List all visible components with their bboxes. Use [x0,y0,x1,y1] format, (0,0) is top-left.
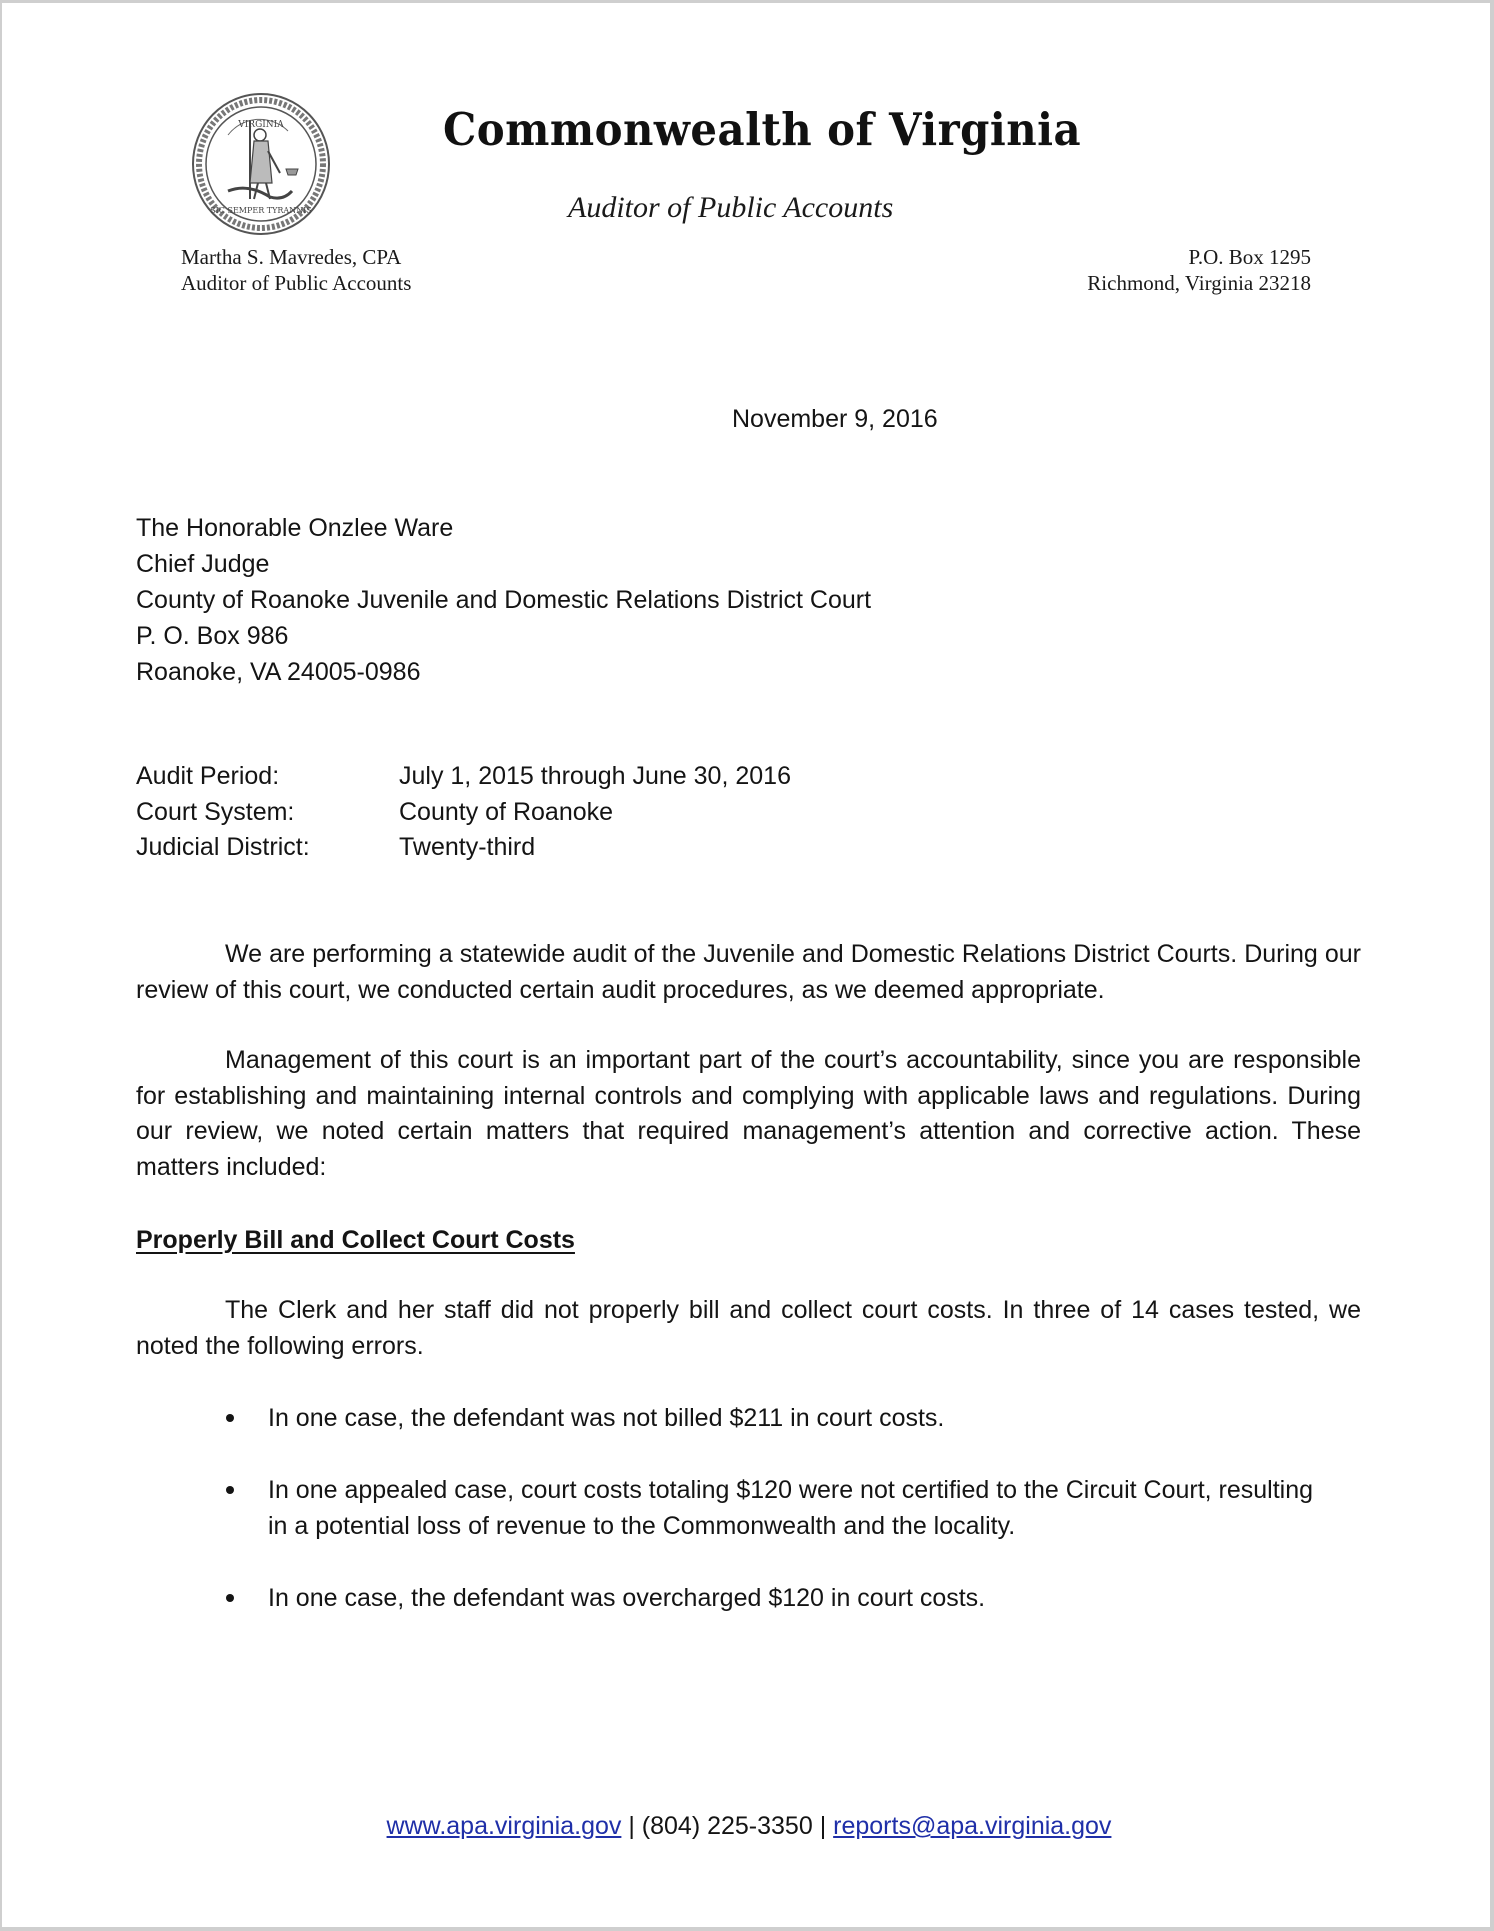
email-link[interactable]: reports@apa.virginia.gov [833,1812,1112,1840]
bullet-item [222,1580,1322,1616]
letterhead-title: Commonwealth of Virginia [443,103,1082,156]
audit-period-row [136,759,791,795]
auditor-name-block [181,244,411,296]
svg-text:VIRGINIA: VIRGINIA [238,120,284,130]
recipient-po-box: P. O. Box 986 [136,622,289,650]
intro-paragraph [136,937,1361,1008]
footer-separator: | [812,1812,834,1840]
bullet-item [222,1472,1322,1544]
audit-info-block [136,759,791,866]
bullet-text: In one case, the defendant was not billed $211 in court costs. [268,1404,945,1432]
management-paragraph [136,1043,1361,1185]
recipient-court: County of Roanoke Juvenile and Domestic Relations District Court [136,586,872,614]
letterhead-subtitle: Auditor of Public Accounts [568,191,894,224]
svg-text:SIC SEMPER TYRANNIS: SIC SEMPER TYRANNIS [210,206,312,215]
website-link[interactable]: www.apa.virginia.gov [386,1812,622,1840]
finding-intro-paragraph [136,1293,1361,1364]
letter-date: November 9, 2016 [732,405,938,433]
recipient-address [136,510,871,690]
judicial-district-row [136,830,791,866]
management-paragraph-text: Management of this court is an important part of the court’s accountability, since you are responsible for establishing and maintaining internal controls and complying with applicable laws and regulations. During our review, we noted certain matters that required management’s attention and corrective action. These matters included: [136,1046,1361,1181]
auditor-title: Auditor of Public Accounts [181,271,412,295]
finding-intro-text: The Clerk and her staff did not properly bill and collect court costs. In three of 14 cases tested, we noted the following errors. [136,1296,1361,1360]
office-po-box: P.O. Box 1295 [1188,245,1311,269]
judicial-district-value: Twenty-third [399,833,536,861]
bullet-text: In one case, the defendant was overcharged $120 in court costs. [268,1584,986,1612]
footer-separator: | [621,1812,642,1840]
bullet-icon [226,1414,234,1422]
intro-paragraph-text: We are performing a statewide audit of the Juvenile and Domestic Relations District Courts. During our review of this court, we conducted certain audit procedures, as we deemed appropriate. [136,940,1361,1004]
bullet-text: In one appealed case, court costs totaling $120 were not certified to the Circuit Court, resulting in a potential loss of revenue to the Commonwealth and the locality. [268,1476,1314,1540]
court-system-row [136,795,791,831]
judicial-district-label: Judicial District: [136,833,310,861]
recipient-title: Chief Judge [136,550,270,578]
footer-phone: (804) 225-3350 [641,1812,813,1840]
bullet-icon [226,1486,234,1494]
court-system-label: Court System: [136,797,295,826]
auditor-name: Martha S. Mavredes, CPA [181,245,402,269]
audit-period-label: Audit Period: [136,762,280,790]
bullet-icon [226,1594,234,1602]
office-address-block [1087,244,1311,296]
finding-bullet-list [222,1400,1322,1652]
bullet-item [222,1400,1322,1436]
office-city: Richmond, Virginia 23218 [1087,271,1311,295]
audit-period-value: July 1, 2015 through June 30, 2016 [399,762,791,790]
virginia-state-seal-icon [188,91,334,237]
recipient-city: Roanoke, VA 24005-0986 [136,658,421,686]
footer-contact [2,1808,1494,1844]
finding-heading: Properly Bill and Collect Court Costs [136,1226,575,1254]
court-system-value: County of Roanoke [399,797,614,826]
recipient-name: The Honorable Onzlee Ware [136,514,454,542]
